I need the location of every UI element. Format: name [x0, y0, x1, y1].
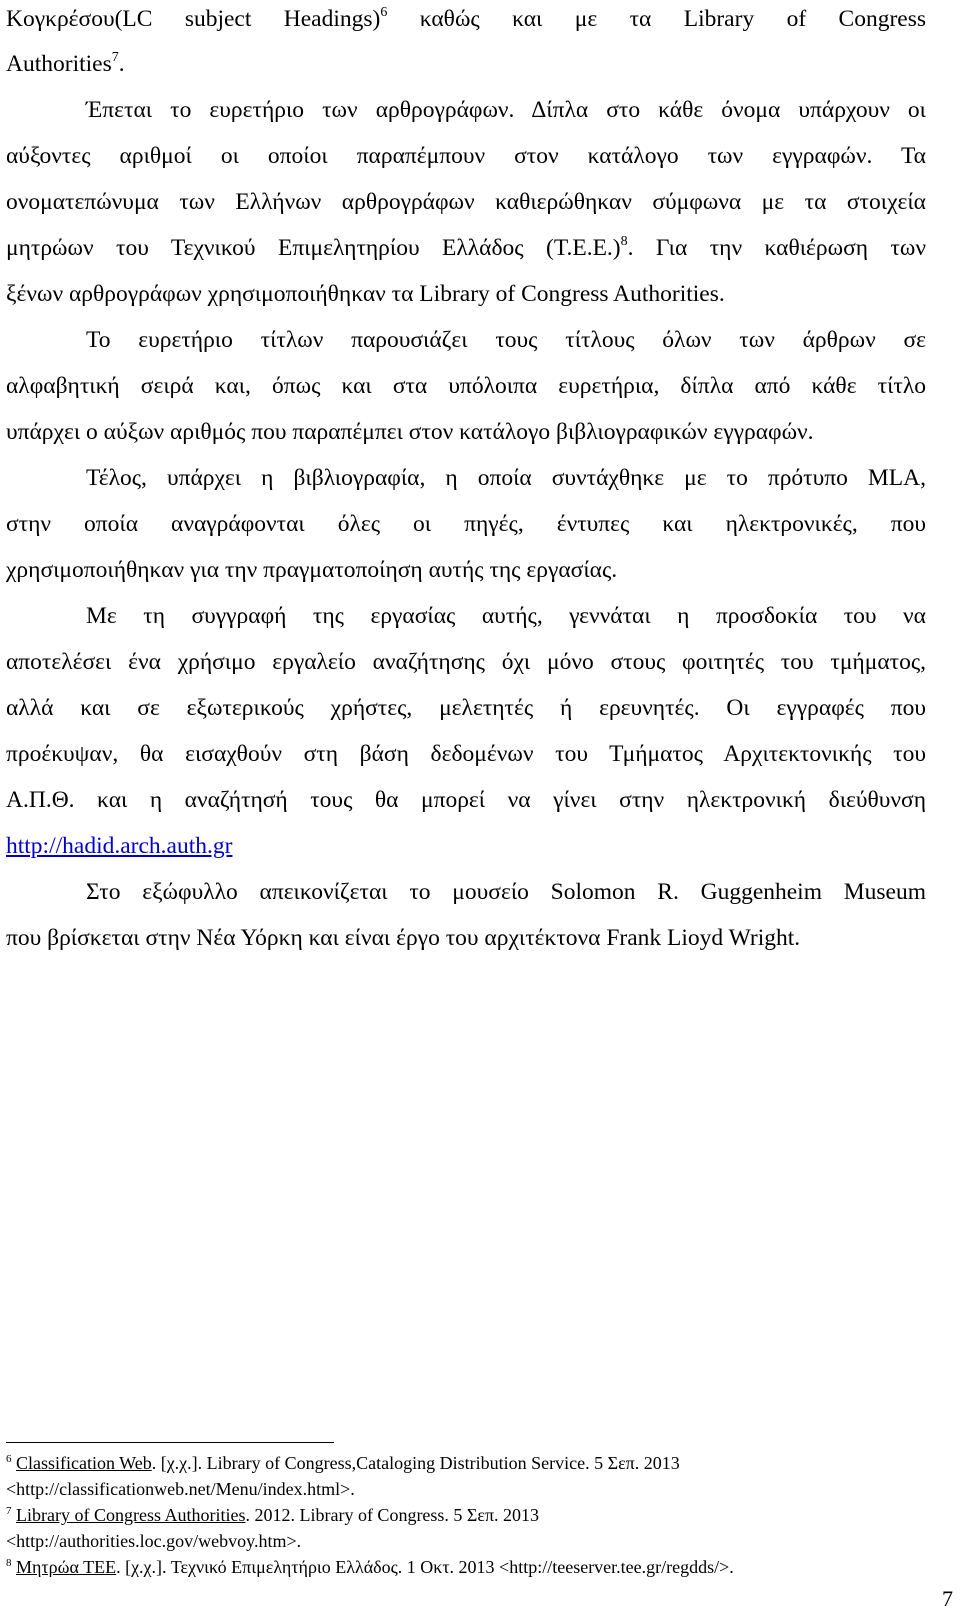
footnote-separator: [6, 1442, 334, 1443]
page-number: 7: [942, 1586, 953, 1611]
body-line: Κογκρέσου(LC subject Headings)$^6$ καθώς και με τα Library of Congress: [6, 5, 926, 32]
body-line: αλφαβητική σειρά και, όπως και στα υπόλοιπα ευρετήρια, δίπλα από κάθε τίτλο: [6, 373, 926, 399]
body-line: Το ευρετήριο τίτλων παρουσιάζει τους τίτλους όλων των άρθρων σε: [86, 327, 926, 353]
footnote-6: $^6$ Classification Web. [χ.χ.]. Library of Congress,Cataloging Distribution Service. 5 Σεπ. 2013: [6, 1453, 680, 1473]
body-line: αύξοντες αριθμοί οι οποίοι παραπέμπουν στον κατάλογο των εγγραφών. Τα: [6, 143, 926, 169]
body-line: υπάρχει ο αύξων αριθμός που παραπέμπει στον κατάλογο βιβλιογραφικών εγγραφών.: [6, 419, 814, 445]
footnote-title: Classification Web: [16, 1453, 152, 1473]
body-line: Με τη συγγραφή της εργασίας αυτής, γεννάται η προσδοκία του να: [86, 603, 926, 629]
body-line: στην οποία αναγράφονται όλες οι πηγές, έντυπες και ηλεκτρονικές, που: [6, 511, 926, 537]
body-line: αλλά και σε εξωτερικούς χρήστες, μελετητές ή ερευνητές. Οι εγγραφές που: [6, 695, 926, 721]
footnote-6-url: <http://classificationweb.net/Menu/index.html>.: [6, 1479, 355, 1499]
body-line: χρησιμοποιήθηκαν για την πραγματοποίηση αυτής της εργασίας.: [6, 557, 618, 583]
body-line: Στο εξώφυλλο απεικονίζεται το μουσείο Solomon R. Guggenheim Museum: [86, 879, 926, 905]
footnote-title: Library of Congress Authorities: [16, 1505, 246, 1525]
footnote-8: $^8$ Μητρώα ΤΕΕ. [χ.χ.]. Τεχνικό Επιμελητήριο Ελλάδος. 1 Οκτ. 2013 <http://teeserver.tee.gr/regdds/>.: [6, 1557, 734, 1577]
body-line: ξένων αρθρογράφων χρησιμοποιήθηκαν τα Library of Congress Authorities.: [6, 281, 725, 307]
body-line: Τέλος, υπάρχει η βιβλιογραφία, η οποία συντάχθηκε με το πρότυπο MLA,: [86, 465, 926, 491]
hadid-link[interactable]: http://hadid.arch.auth.gr: [6, 833, 233, 859]
body-line: Α.Π.Θ. και η αναζήτησή τους θα μπορεί να γίνει στην ηλεκτρονική διεύθυνση: [6, 787, 926, 813]
footnote-ref: 6: [380, 5, 388, 20]
footnote-title: Μητρώα ΤΕΕ: [16, 1557, 117, 1577]
footnote-ref: 7: [111, 50, 119, 65]
footnote-7-url: <http://authorities.loc.gov/webvoy.htm>.: [6, 1531, 302, 1551]
body-line: αποτελέσει ένα χρήσιμο εργαλείο αναζήτησης όχι μόνο στους φοιτητές του τμήματος,: [6, 649, 926, 675]
footnote-7: $^7$ Library of Congress Authorities. 2012. Library of Congress. 5 Σεπ. 2013: [6, 1505, 540, 1525]
body-line: Έπεται το ευρετήριο των αρθρογράφων. Δίπλα στο κάθε όνομα υπάρχουν οι: [86, 97, 926, 123]
body-line: προέκυψαν, θα εισαχθούν στη βάση δεδομένων του Τμήματος Αρχιτεκτονικής του: [6, 741, 926, 767]
body-line: Authorities$^7$.: [6, 50, 125, 77]
body-line: [6, 831, 926, 861]
body-line: μητρώων του Τεχνικού Επιμελητηρίου Ελλάδος $(T.E.E.)^8$. Για την καθιέρωση των: [6, 234, 926, 261]
body-line: ονοματεπώνυμα των Ελλήνων αρθρογράφων καθιερώθηκαν σύμφωνα με τα στοιχεία: [6, 189, 926, 215]
body-line: που βρίσκεται στην Νέα Υόρκη και είναι έργο του αρχιτέκτονα Frank Lioyd Wright.: [6, 925, 801, 951]
footnote-ref: 8: [620, 234, 628, 249]
